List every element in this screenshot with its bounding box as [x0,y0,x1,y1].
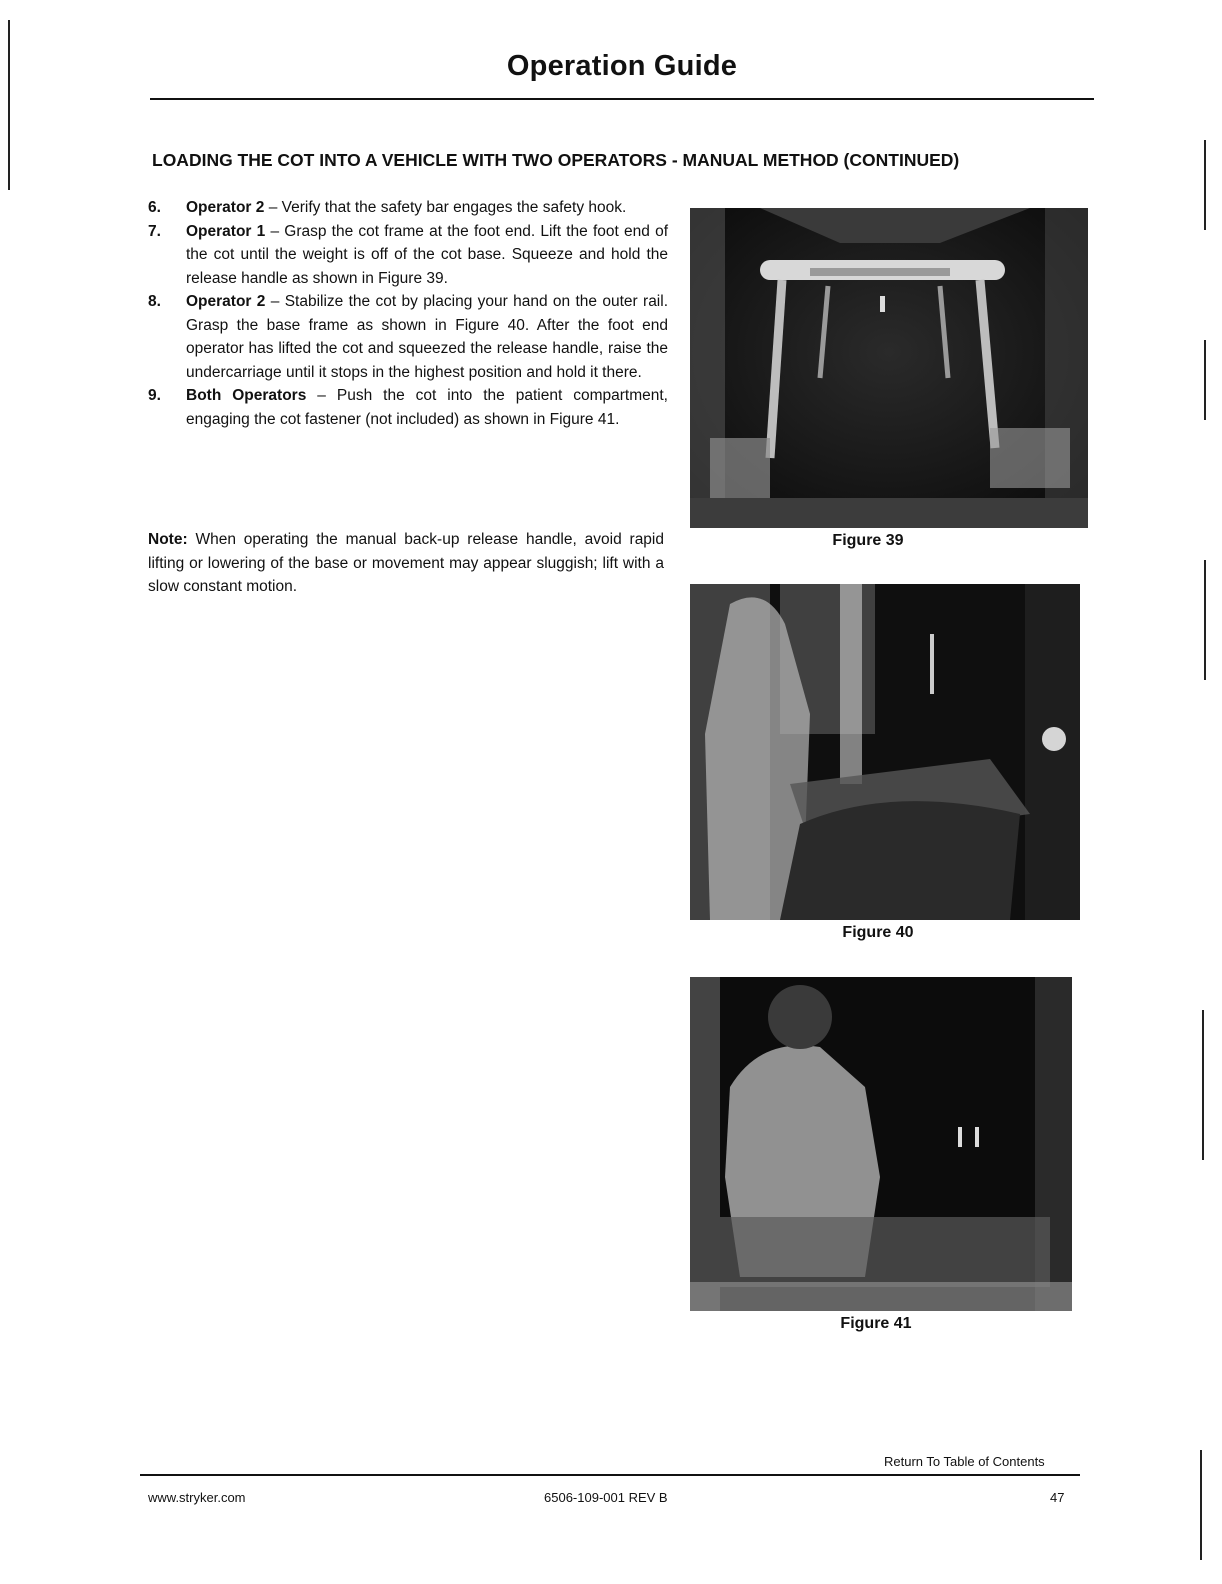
step-body: – Push the cot into the patient compartment, engaging the cot fastener (not included) as shown in Figure 41. [186,387,668,428]
scan-mark-right [1200,1450,1202,1560]
note-text: When operating the manual back-up release handle, avoid rapid lifting or lowering of the base or movement may appear sluggish; lift with a slow constant motion. [148,531,664,595]
note-paragraph [148,528,664,599]
steps-list [148,196,668,431]
step-actor: Operator 2 [186,199,265,216]
figure-41 [690,977,1090,1337]
figure-40-caption: Figure 40 [842,924,914,941]
scan-mark-right [1204,340,1206,420]
footer-rule [140,1474,1080,1476]
step-text [186,384,668,431]
step-text [186,220,668,291]
step-body: – Stabilize the cot by placing your hand on the outer rail. Grasp the base frame as shown in Figure 40. After the foot end operator has lifted the cot and squeezed the release handle, raise the undercarriage until it stops in the highest position and hold it there. [186,293,669,381]
figure-39 [690,208,1090,558]
scan-mark-left [8,20,10,190]
step-item [148,196,668,220]
step-number: 7. [148,222,161,240]
figure-41-caption: Figure 41 [840,1315,912,1332]
scan-mark-right [1204,140,1206,230]
step-number: 6. [148,199,161,216]
step-actor: Operator 1 [186,222,266,240]
step-actor: Operator 2 [186,293,266,310]
figure-40-photo [690,584,1080,920]
step-text [186,196,668,220]
figure-41-photo [690,977,1072,1311]
scan-mark-right [1204,560,1206,680]
step-number: 9. [148,387,161,404]
title-rule [150,98,1094,100]
step-item [148,384,668,431]
footer-page-number: 47 [1050,1490,1065,1505]
step-actor: Both Operators [186,387,307,404]
page-title: Operation Guide [506,50,738,82]
step-item [148,220,668,291]
footer-doc-number: 6506-109-001 REV B [544,1490,668,1505]
figure-40 [690,584,1090,944]
return-to-toc-link[interactable]: Return To Table of Contents [884,1454,1045,1469]
step-number: 8. [148,293,161,310]
step-body: – Verify that the safety bar engages the safety hook. [264,199,627,216]
scan-mark-right [1202,1010,1204,1160]
footer-website: www.stryker.com [148,1490,246,1505]
step-item [148,290,668,384]
step-body: – Grasp the cot frame at the foot end. Lift the foot end of the cot until the weight is off of the cot base. Squeeze and hold the release handle as shown in Figure 39. [186,222,669,287]
section-heading: LOADING THE COT INTO A VEHICLE WITH TWO OPERATORS - MANUAL METHOD (CONTINUED) [152,150,960,170]
figure-39-caption: Figure 39 [832,532,904,549]
step-text [186,290,668,384]
figure-39-photo [690,208,1088,528]
note-label: Note: [148,531,188,548]
